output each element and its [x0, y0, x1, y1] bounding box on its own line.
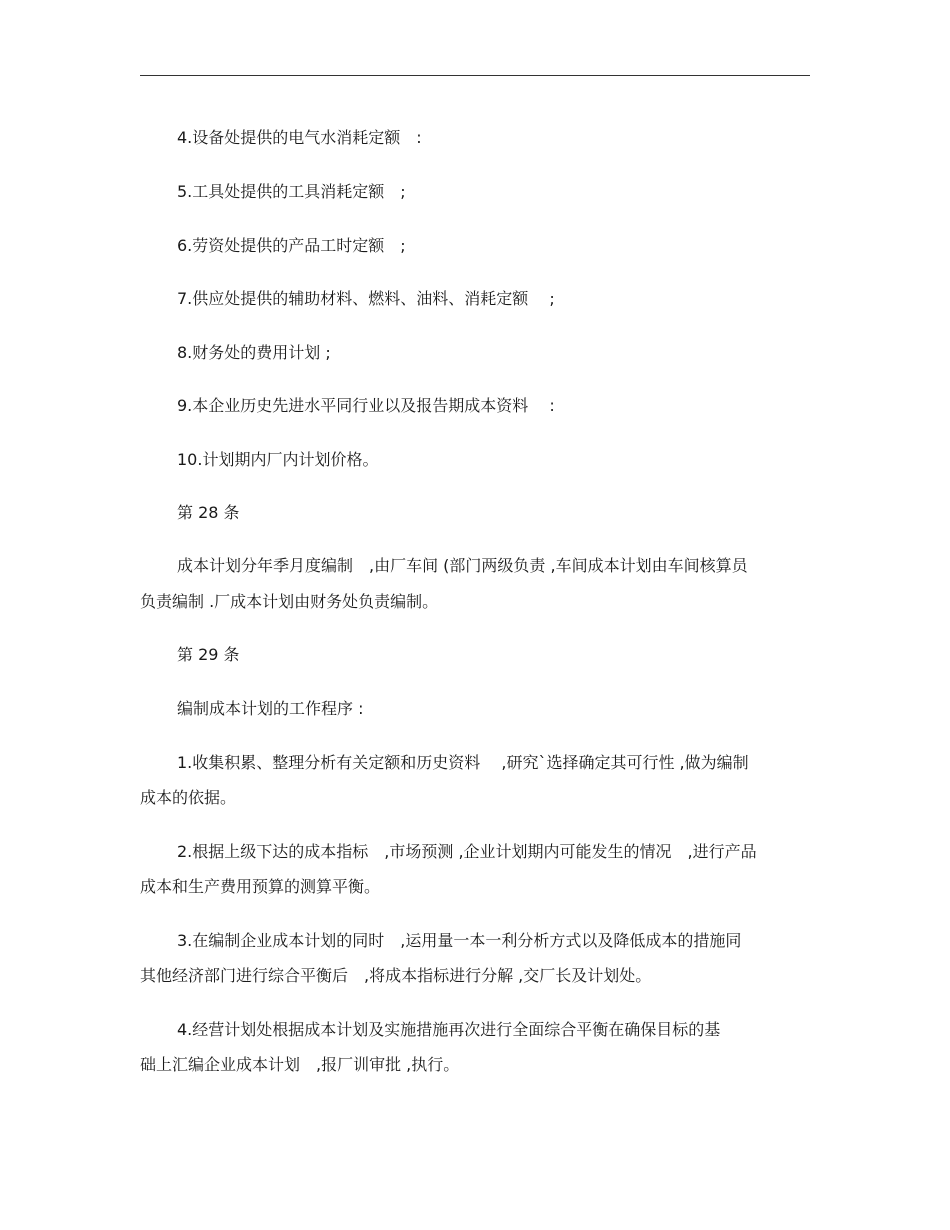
list-item: 6.劳资处提供的产品工时定额 ; [177, 236, 406, 255]
list-item: 7.供应处提供的辅助材料、燃料、油料、消耗定额 ; [177, 289, 555, 308]
paragraph-line: 成本计划分年季月度编制 ,由厂车间 (部门两级负责 ,车间成本计划由车间核算员 [177, 556, 748, 575]
step-item: 4.经营计划处根据成本计划及实施措施再次进行全面综合平衡在确保目标的基 [177, 1020, 721, 1039]
step-item: 2.根据上级下达的成本指标 ,市场预测 ,企业计划期内可能发生的情况 ,进行产品 [177, 842, 757, 861]
article-heading: 第 29 条 [177, 645, 240, 664]
list-item: 10.计划期内厂内计划价格。 [177, 450, 379, 469]
paragraph-line: 编制成本计划的工作程序 : [177, 699, 364, 718]
header-rule [140, 75, 810, 76]
article-heading: 第 28 条 [177, 503, 240, 522]
list-item: 4.设备处提供的电气水消耗定额 : [177, 128, 422, 147]
paragraph-line: 负责编制 .厂成本计划由财务处负责编制。 [140, 592, 439, 611]
step-item-continued: 成本的依据。 [140, 788, 237, 807]
step-item-continued: 其他经济部门进行综合平衡后 ,将成本指标进行分解 ,交厂长及计划处。 [140, 966, 652, 985]
list-item: 8.财务处的费用计划 ; [177, 343, 331, 362]
list-item: 5.工具处提供的工具消耗定额 ; [177, 182, 406, 201]
step-item: 1.收集积累、整理分析有关定额和历史资料 ,研究`选择确定其可行性 ,做为编制 [177, 753, 749, 772]
step-item-continued: 础上汇编企业成本计划 ,报厂训审批 ,执行。 [140, 1055, 460, 1074]
step-item: 3.在编制企业成本计划的同时 ,运用量一本一利分析方式以及降低成本的措施同 [177, 931, 742, 950]
list-item: 9.本企业历史先进水平同行业以及报告期成本资料 : [177, 396, 555, 415]
step-item-continued: 成本和生产费用预算的测算平衡。 [140, 877, 381, 896]
